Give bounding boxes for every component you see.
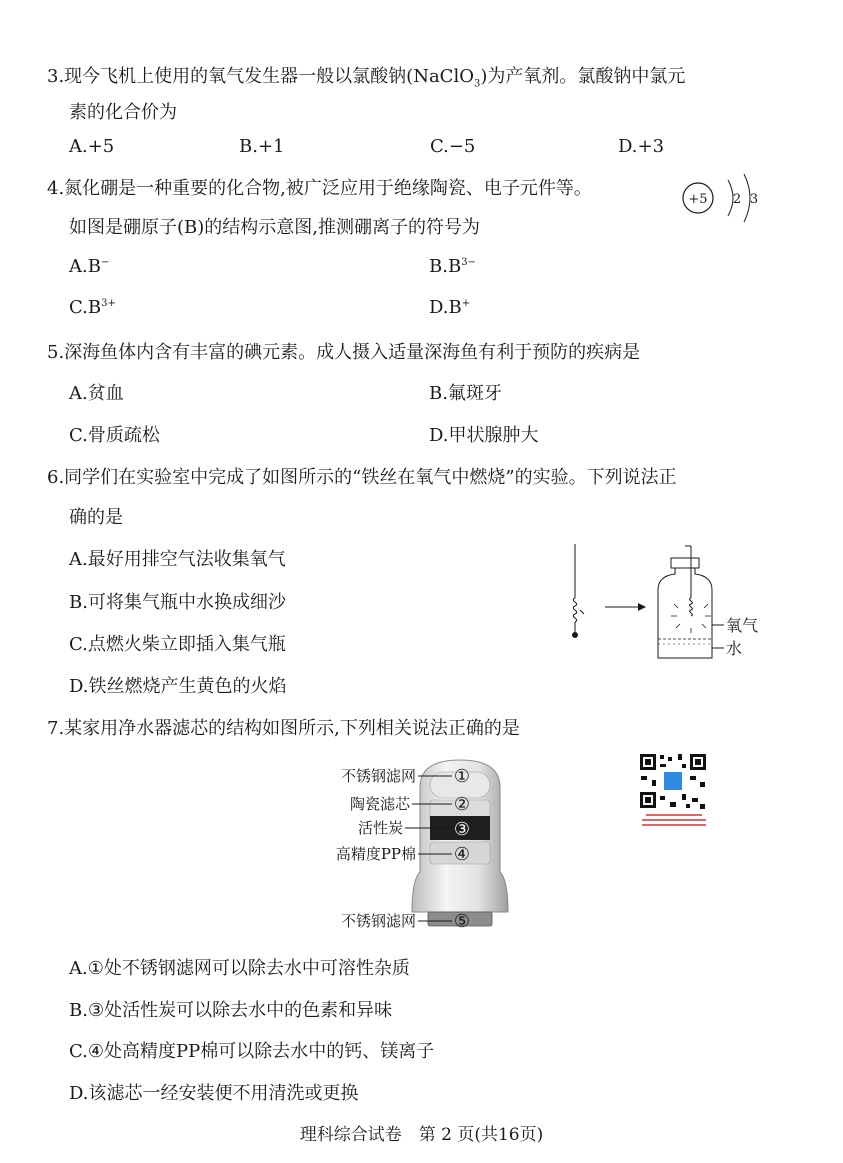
- q6-option-d: D.铁丝燃烧产生黄色的火焰: [69, 676, 287, 697]
- label-steel-mesh-bottom: 不锈钢滤网: [340, 912, 416, 930]
- q6-option-c: C.点燃火柴立即插入集气瓶: [69, 634, 286, 655]
- q6-option-b: B.可将集气瓶中水换成细沙: [69, 592, 286, 613]
- q3-option-a: A.+5: [69, 136, 115, 157]
- q5-option-b: B.氟斑牙: [429, 383, 502, 404]
- q4-stem-line2: 如图是硼原子(B)的结构示意图,推测硼离子的符号为: [69, 217, 480, 238]
- q4-option-a-sup: −: [100, 257, 110, 268]
- q7-option-d: D.该滤芯一经安装便不用清洗或更换: [69, 1083, 359, 1104]
- q7-stem: 7.某家用净水器滤芯的结构如图所示,下列相关说法正确的是: [47, 718, 520, 739]
- arrow-right-icon: [638, 603, 646, 611]
- label-steel-mesh-top: 不锈钢滤网: [340, 767, 416, 785]
- marker-1: ①: [453, 766, 471, 787]
- q3-text-b: )为产氧剂。氯酸钠中氯元: [480, 66, 686, 87]
- shell-1-electrons: 2: [732, 192, 742, 207]
- q7-option-b: B.③处活性炭可以除去水中的色素和异味: [69, 1000, 393, 1021]
- q4-stem-line1: 4.氮化硼是一种重要的化合物,被广泛应用于绝缘陶瓷、电子元件等。: [47, 178, 592, 199]
- label-pp-cotton: 高精度PP棉: [335, 845, 416, 863]
- q4-option-d-base: D.B: [429, 297, 462, 318]
- q4-option-d: [429, 297, 470, 318]
- nucleus-charge: +5: [688, 192, 708, 207]
- iron-burning-figure: [560, 540, 770, 670]
- q4-option-a: [69, 256, 109, 277]
- q5-option-a: A.贫血: [69, 383, 124, 404]
- label-ceramic: 陶瓷滤芯: [349, 795, 410, 813]
- q3-option-b: B.+1: [239, 136, 285, 157]
- q3-stem-line1: [47, 62, 685, 90]
- label-carbon: 活性炭: [357, 819, 403, 837]
- q4-option-c-sup: 3+: [101, 298, 116, 309]
- q4-option-b: [429, 256, 476, 277]
- marker-4: ④: [453, 844, 471, 865]
- q4-option-d-sup: +: [461, 298, 471, 309]
- q4-option-a-base: A.B: [69, 256, 101, 277]
- q3-subscript: 3: [473, 78, 481, 90]
- gas-bottle: [658, 568, 712, 658]
- shell-2-electrons: 3: [749, 192, 759, 207]
- q4-option-c-base: C.B: [69, 297, 102, 318]
- q6-stem-line1: 6.同学们在实验室中完成了如图所示的“铁丝在氧气中燃烧”的实验。下列说法正: [47, 467, 677, 488]
- q7-option-a: A.①处不锈钢滤网可以除去水中可溶性杂质: [69, 958, 410, 979]
- q4-option-c: [69, 297, 116, 318]
- bottle-lid: [671, 558, 699, 568]
- burning-coil: [690, 598, 693, 616]
- coil-tick: [580, 610, 584, 614]
- qr-code-icon: [638, 752, 710, 832]
- q4-option-b-base: B.B: [429, 256, 462, 277]
- match-head-icon: [572, 632, 578, 638]
- filter-cartridge-figure: [310, 752, 525, 942]
- spark-rays: [671, 604, 711, 633]
- page-footer: 理科综合试卷 第 2 页(共16页): [299, 1125, 544, 1145]
- water-label: 水: [726, 639, 743, 658]
- wire-coil: [573, 598, 576, 622]
- q3-text-a: 3.现今飞机上使用的氧气发生器一般以氯酸钠(NaClO: [47, 66, 474, 87]
- q3-stem-line2: 素的化合价为: [69, 102, 177, 123]
- marker-3: ③: [453, 819, 471, 840]
- marker-2: ②: [453, 794, 471, 815]
- q3-option-d: D.+3: [618, 136, 665, 157]
- boron-atom-diagram: [678, 172, 768, 224]
- q3-option-c: C.−5: [430, 136, 476, 157]
- q6-stem-line2: 确的是: [69, 507, 123, 528]
- q5-option-d: D.甲状腺肿大: [429, 425, 539, 446]
- q5-option-c: C.骨质疏松: [69, 425, 160, 446]
- q4-option-b-sup: 3−: [461, 257, 476, 268]
- q6-option-a: A.最好用排空气法收集氧气: [69, 549, 286, 570]
- marker-5: ⑤: [453, 911, 471, 932]
- q5-stem: 5.深海鱼体内含有丰富的碘元素。成人摄入适量深海鱼有利于预防的疾病是: [47, 342, 641, 363]
- oxygen-label: 氧气: [726, 616, 759, 635]
- q7-option-c: C.④处高精度PP棉可以除去水中的钙、镁离子: [69, 1041, 435, 1062]
